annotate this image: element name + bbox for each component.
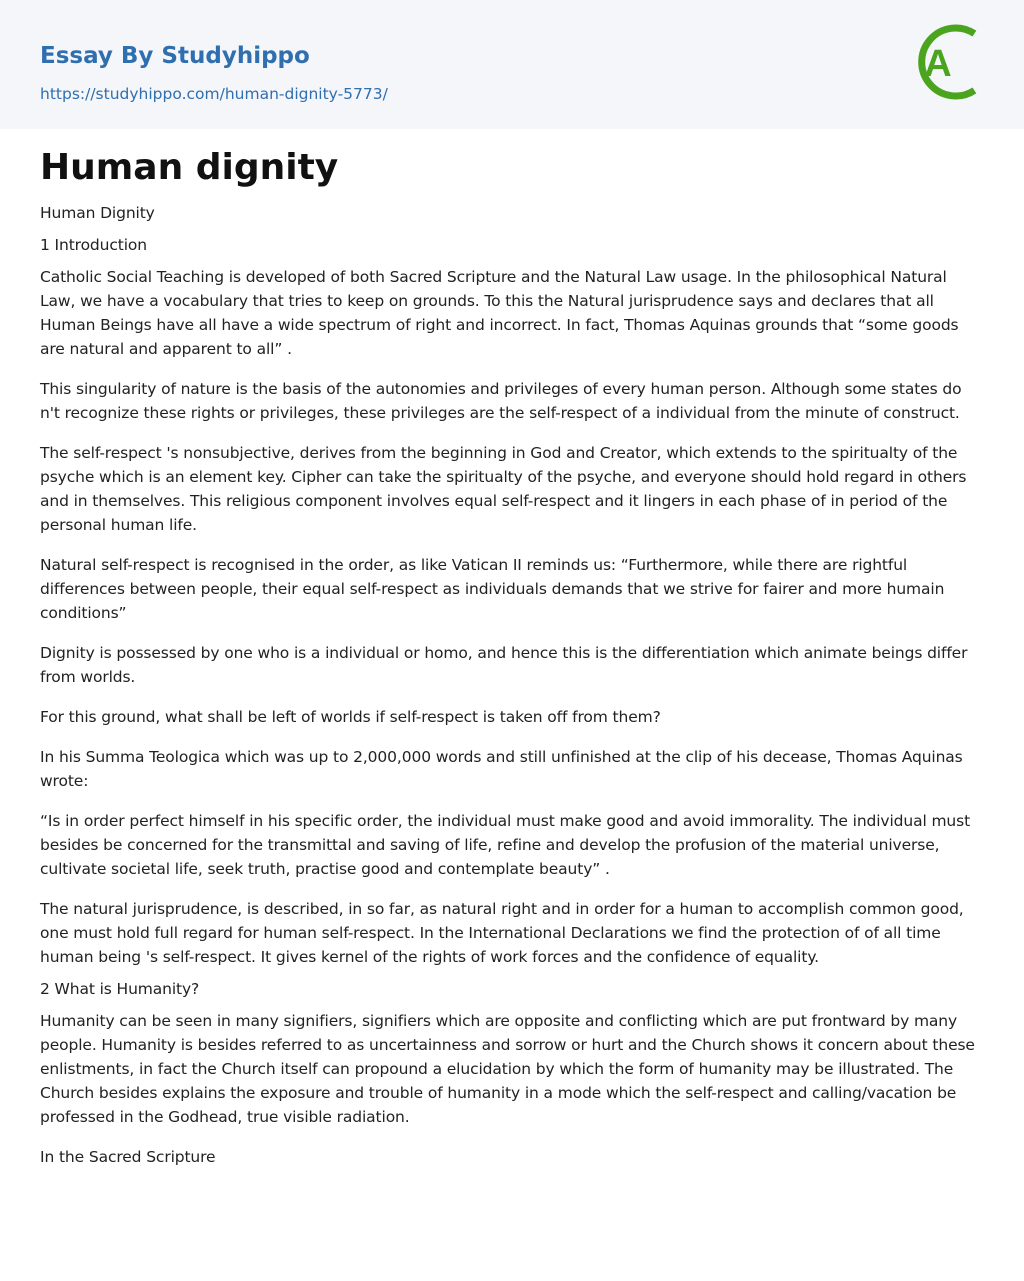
paragraph: This singularity of nature is the basis of the autonomies and privileges of every human person. Although some states do n't recognize these rights or privileges, these privileges are the self-respect of a individual from the minute of construct. bbox=[40, 380, 962, 422]
quote-paragraph: “Is in order perfect himself in his specific order, the individual must make good and avoid immorality. The individual must besides be concerned for the transmittal and saving of life, refine and develop the profusion of the material universe, cultivate societal life, seek truth, practise good and contemplate beauty” . bbox=[40, 812, 971, 878]
studyhippo-logo-icon[interactable] bbox=[912, 19, 986, 105]
article bbox=[40, 144, 985, 1185]
paragraph: Natural self-respect is recognised in the order, as like Vatican II reminds us: “Furthermore, while there are rightful differences between people, their equal self-respect as individuals demands that we strive for fairer and more humain conditions” bbox=[40, 556, 945, 622]
section-heading: 1 Introduction bbox=[40, 236, 147, 254]
logo-letter: A bbox=[924, 43, 952, 85]
paragraph: Catholic Social Teaching is developed of both Sacred Scripture and the Natural Law usage. In the philosophical Natural Law, we have a vocabulary that tries to keep on grounds. To this the Natural jurisprudence says and declares that all Human Beings have all have a wide spectrum of right and incorrect. In fact, Thomas Aquinas grounds that “some goods are natural and apparent to all” . bbox=[40, 268, 959, 358]
site-header bbox=[0, 0, 1024, 129]
paragraph: Dignity is possessed by one who is a individual or homo, and hence this is the differentiation which animate beings differ from worlds. bbox=[40, 644, 968, 686]
page-title: Human dignity bbox=[40, 147, 339, 188]
paragraph: For this ground, what shall be left of worlds if self-respect is taken off from them? bbox=[40, 708, 661, 726]
paragraph: In the Sacred Scripture bbox=[40, 1148, 216, 1166]
paragraph: The natural jurisprudence, is described, in so far, as natural right and in order for a human to accomplish common good, one must hold full regard for human self-respect. In the International Declarations we find the protection of of all time human being 's self-respect. It gives kernel of the rights of work forces and the confidence of equality. bbox=[40, 900, 964, 966]
paragraph: The self-respect 's nonsubjective, derives from the beginning in God and Creator, which extends to the spiritualty of the psyche which is an element key. Cipher can take the spiritualty of the psyche, and everyone should hold regard in others and in themselves. This religious component involves equal self-respect and it lingers in each phase of in period of the personal human life. bbox=[40, 444, 967, 534]
source-url-link[interactable]: https://studyhippo.com/human-dignity-5773/ bbox=[40, 85, 388, 103]
paragraph: Humanity can be seen in many signifiers, signifiers which are opposite and conflicting which are put frontward by many people. Humanity is besides referred to as uncertainness and sorrow or hurt and the Church shows it concern about these enlistments, in fact the Church itself can propound a elucidation by which the form of humanity may be illustrated. The Church besides explains the exposure and trouble of humanity in a mode which the self-respect and calling/vacation be professed in the Godhead, true visible radiation. bbox=[40, 1012, 975, 1126]
site-title[interactable]: Essay By Studyhippo bbox=[40, 43, 310, 69]
paragraph: Human Dignity bbox=[40, 204, 155, 222]
section-heading: 2 What is Humanity? bbox=[40, 980, 200, 998]
paragraph: In his Summa Teologica which was up to 2,000,000 words and still unfinished at the clip of his decease, Thomas Aquinas wrote: bbox=[40, 748, 963, 790]
